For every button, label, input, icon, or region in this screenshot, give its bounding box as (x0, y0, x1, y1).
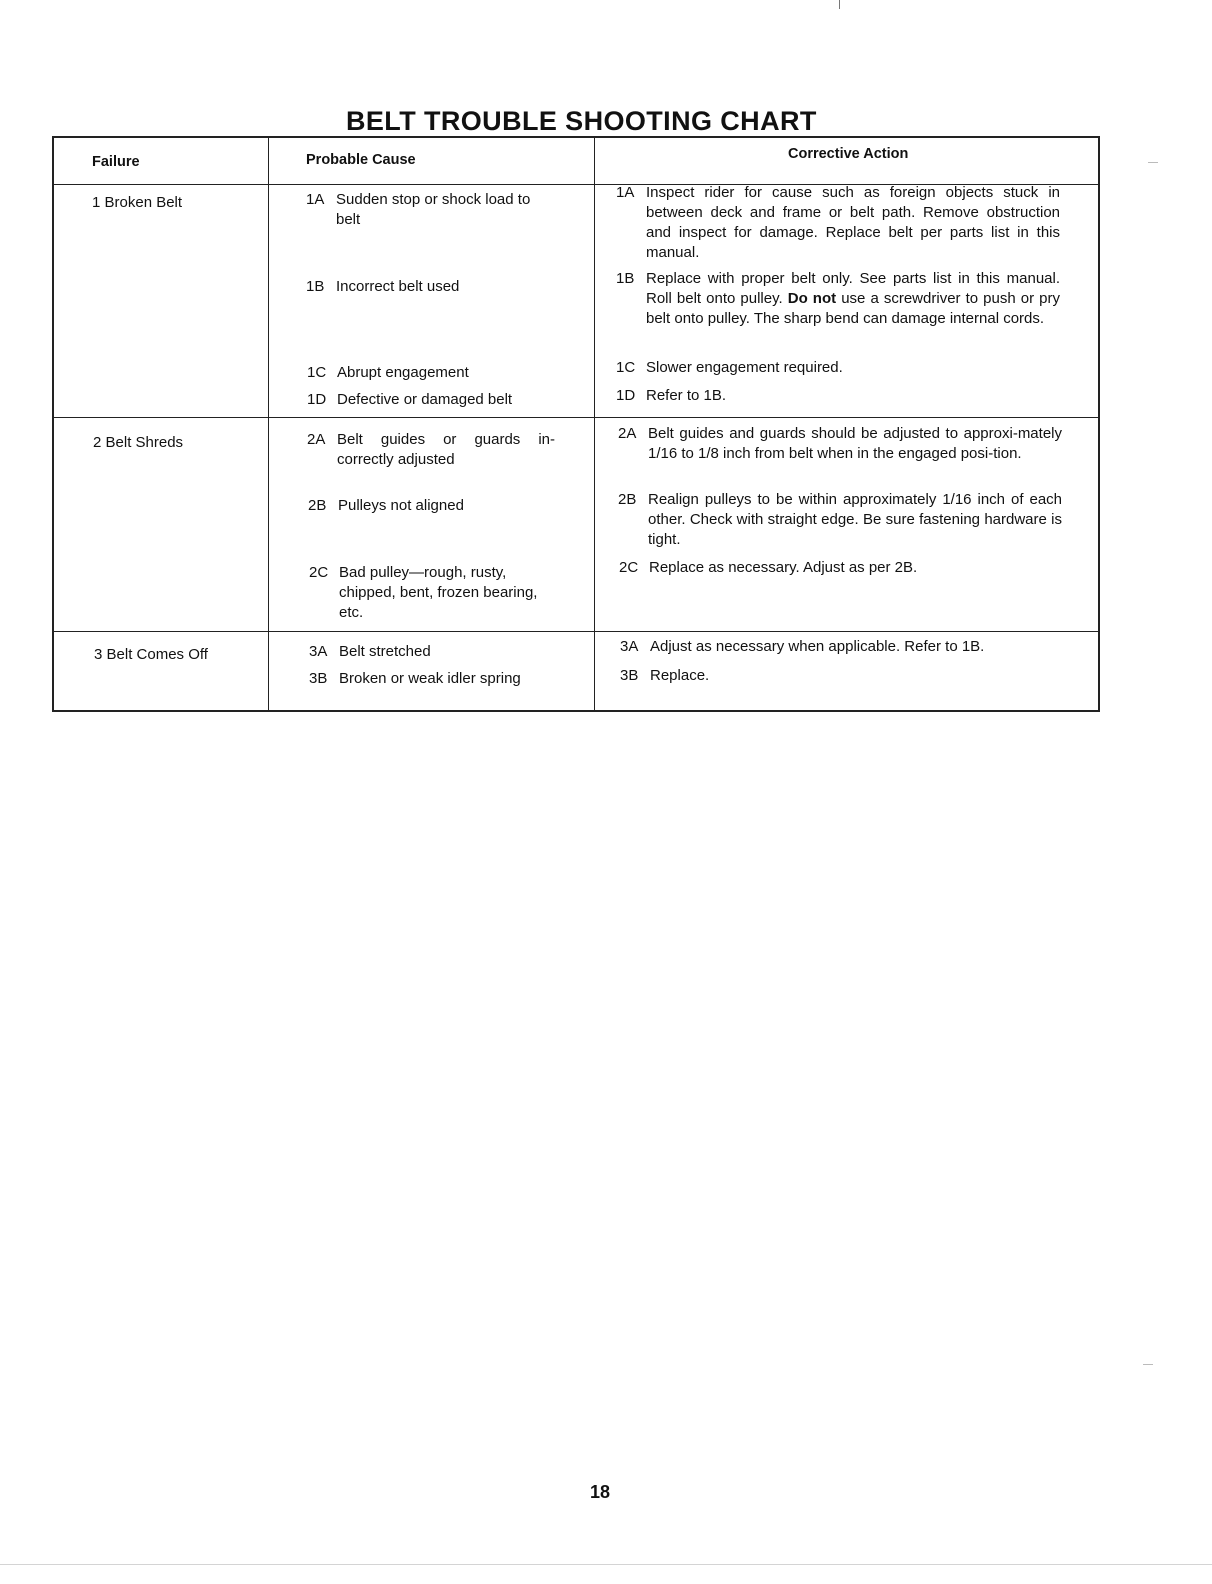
action-text: Refer to 1B. (646, 387, 727, 404)
cause-text: Belt guides or guards in-correctly adjusted (337, 431, 555, 468)
cause-code: 1A (306, 191, 325, 208)
cause-item (307, 430, 555, 470)
action-text: Belt guides and guards should be adjusted to approxi-mately 1/16 to 1/8 inch from belt when in the engaged posi-tion. (648, 425, 1062, 462)
cause-code: 1D (307, 391, 327, 408)
page-number: 18 (589, 1482, 611, 1502)
action-item (620, 637, 1064, 657)
action-item (620, 666, 1064, 686)
cause-item (308, 496, 568, 516)
cause-item (307, 390, 567, 410)
cause-code: 2C (309, 564, 329, 581)
cause-item (307, 363, 567, 383)
trouble-shooting-table (52, 136, 1100, 712)
action-item (616, 183, 1060, 263)
scan-mark (1148, 162, 1158, 163)
column-divider (594, 138, 595, 710)
header-failure: Failure (92, 154, 140, 170)
cause-text: Sudden stop or shock load to belt (336, 191, 531, 228)
cause-code: 1C (307, 364, 327, 381)
action-item (618, 424, 1062, 464)
action-item (619, 558, 1063, 578)
page-title: BELT TROUBLE SHOOTING CHART (346, 106, 817, 136)
action-text: Realign pulleys to be within approximately 1/16 inch of each other. Check with straight edge. Be sure fastening hardware is tight. (648, 491, 1062, 548)
column-divider (268, 138, 269, 710)
scan-mark (1143, 1364, 1153, 1365)
cause-text: Bad pulley—rough, rusty, chipped, bent, frozen bearing, etc. (339, 564, 538, 621)
action-code: 3B (620, 667, 639, 684)
failure-label: 3 Belt Comes Off (94, 646, 208, 663)
header-probable-cause: Probable Cause (306, 152, 416, 168)
action-code: 1D (616, 387, 636, 404)
failure-label: 1 Broken Belt (92, 194, 183, 211)
cause-item (309, 642, 569, 662)
failure-label: 2 Belt Shreds (93, 434, 184, 451)
cause-item (309, 669, 569, 689)
cause-item (306, 190, 556, 230)
cause-text: Belt stretched (339, 643, 431, 660)
row-divider (54, 417, 1098, 418)
action-code: 1C (616, 359, 636, 376)
cause-code: 3B (309, 670, 328, 687)
action-code: 3A (620, 638, 639, 655)
action-code: 1A (616, 184, 635, 201)
scan-edge (0, 1564, 1212, 1565)
action-code: 2C (619, 559, 639, 576)
cause-item (309, 563, 549, 623)
action-text: Adjust as necessary when applicable. Refer to 1B. (650, 638, 985, 655)
action-item (616, 269, 1060, 329)
cause-text: Broken or weak idler spring (339, 670, 521, 687)
cause-code: 2B (308, 497, 327, 514)
cause-text: Pulleys not aligned (338, 497, 464, 514)
action-code: 1B (616, 270, 635, 287)
cause-code: 3A (309, 643, 328, 660)
cause-item (306, 277, 566, 297)
cause-text: Incorrect belt used (336, 278, 460, 295)
action-item (616, 358, 1060, 378)
action-text: Slower engagement required. (646, 359, 843, 376)
cause-text: Defective or damaged belt (337, 391, 513, 408)
emphasis-do-not: Do not (787, 290, 837, 307)
action-code: 2A (618, 425, 637, 442)
header-corrective-action: Corrective Action (788, 146, 909, 162)
cause-code: 1B (306, 278, 325, 295)
action-code: 2B (618, 491, 637, 508)
action-text: Replace as necessary. Adjust as per 2B. (649, 559, 918, 576)
action-item (618, 490, 1062, 550)
action-item (616, 386, 1060, 406)
row-divider (54, 631, 1098, 632)
action-text: Replace with proper belt only. See parts list in this manual. Roll belt onto pulley. Do not use a screwdriver to push or pry belt onto pulley. The sharp bend can damage internal cords. (646, 270, 1061, 327)
action-text: Replace. (650, 667, 710, 684)
scan-mark (839, 0, 840, 9)
cause-text: Abrupt engagement (337, 364, 469, 381)
cause-code: 2A (307, 431, 326, 448)
action-text: Inspect rider for cause such as foreign objects stuck in between deck and frame or belt path. Remove obstruction and inspect for damage. Replace belt per parts list in this manual. (646, 184, 1060, 261)
